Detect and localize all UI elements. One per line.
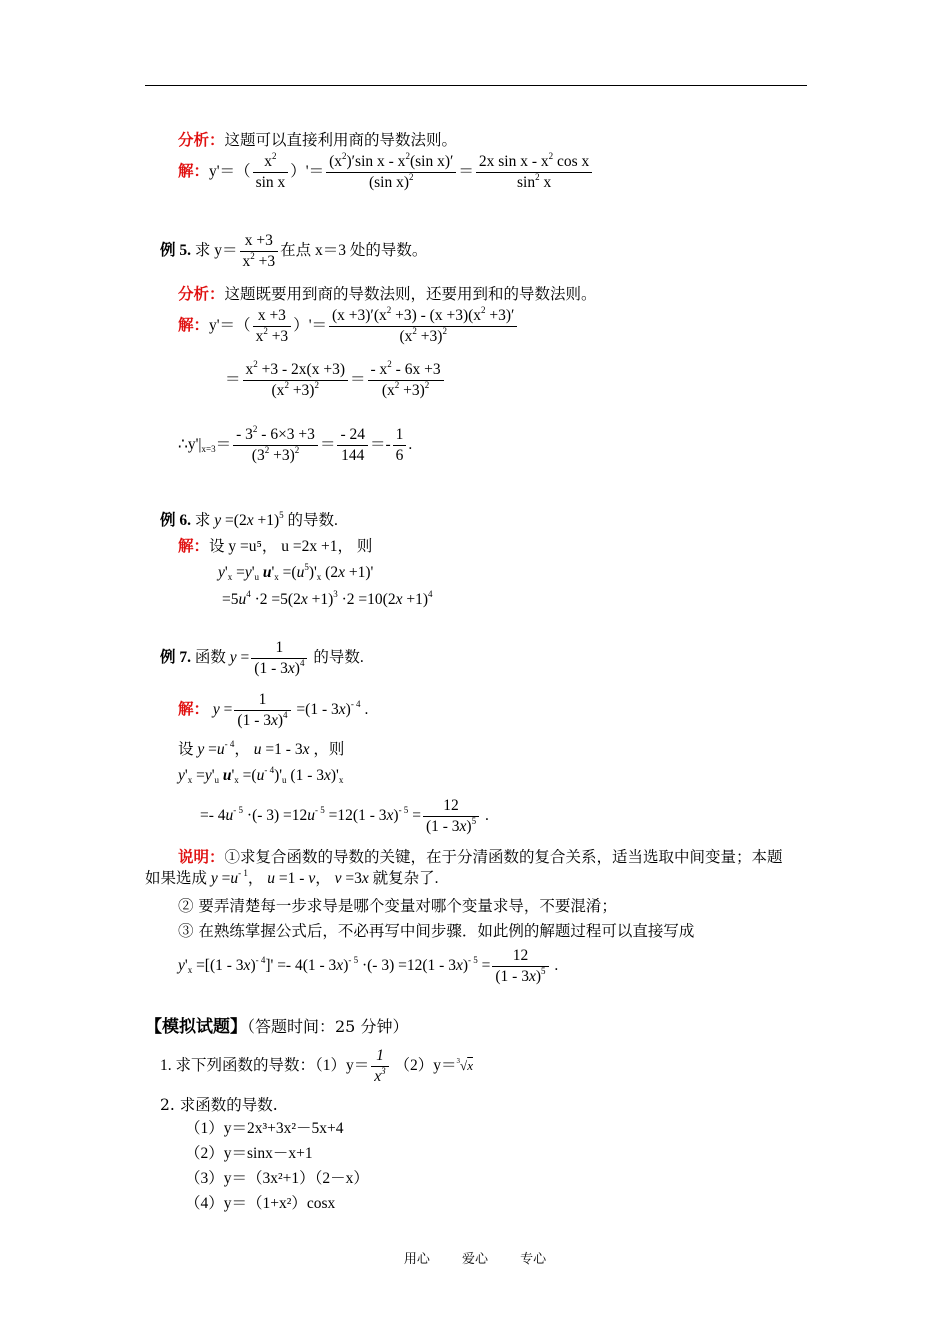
analysis-label: 分析： <box>178 130 225 149</box>
ex5-analysis: 分析：这题既要用到商的导数法则，还要用到和的导数法则。 <box>178 284 597 303</box>
mock-q2: 2. 求函数的导数. <box>160 1096 278 1114</box>
ex4-solution: 解：y'＝（ $\frac{x^2}{\text{sin x}}$ ）'＝ $\frac{(x^2)'\sin x - x^2(\sin x)'}{(\sin x)^2}$ ＝ $\frac{2x \sin x - x^2 \cos x}{\sin^2 x}$ <box>178 152 594 193</box>
note-3: ③ 在熟练掌握公式后，不必再写中间步骤．如此例的解题过程可以直接写成 <box>178 922 695 940</box>
ex5-step1: 解：y'＝（ $\frac{x +3}{x^2 +3}$ ）'＝ $\frac{(x +3)'(x^2 +3) - (x +3)(x^2 +3)'}{(x^2 +3)^2}$ <box>178 306 519 347</box>
note-1b: 如果选成 $y =u^{- 1}$， u =1 - v， v =3x 就复杂了. <box>145 868 439 887</box>
ex7-step1: 解： y = $\frac{1}{(1 - 3x)^4}$ =(1 - 3x)$^{- 4}$ . <box>178 691 369 729</box>
page-footer: 用心 爱心 专心 <box>403 1252 547 1267</box>
header-rule <box>145 85 807 86</box>
note-1a: 说明：①求复合函数的导数的关键，在于分清函数的复合关系，适当选取中间变量；本题 <box>178 847 783 866</box>
mock-q1: 1. 求下列函数的导数：（1）y＝ $\frac{1}{x^3}$ （2）y＝$^3$√x <box>160 1047 473 1085</box>
ex5-step2: ＝ $\frac{x^2 +3 - 2x(x +3)}{(x^2 +3)^2}$ ＝ $\frac{- x^2 - 6x +3}{(x^2 +3)^2}$ <box>225 360 446 401</box>
mock-item-1: （1）y＝2x³+3x²－5x+4 <box>185 1120 344 1137</box>
ex7-question: 例 7. 函数 y = $\frac{1}{(1 - 3x)^4}$ 的导数. <box>160 639 364 677</box>
note-2: ② 要弄清楚每一步求导是哪个变量对哪个变量求导，不要混淆； <box>178 897 617 915</box>
ex7-step2: $y'_x =y'_u$ $u'_x =(u^{- 4})'_u$ $(1 - 3x)'_x$ <box>178 765 344 785</box>
ex6-question: 例 6. 求 $y =(2x +1)^5$ 的导数. <box>160 510 338 529</box>
ex6-step2: $=5u^4 \cdot 2 =5(2x +1)^3 \cdot 2 =10(2x +1)^4$ <box>222 589 433 608</box>
ex6-step1: $y'_x =y'_u$ $u'_x =(u^5)'_x$ (2x +1)' <box>218 562 374 582</box>
mock-item-4: （4）y＝（1+x²）cosx <box>185 1195 336 1212</box>
ex7-step3: =- $4u^{- 5}$ ·(- $3) =12u^{- 5} =12(1 - 3x)^{- 5}$ = $\frac{12}{(1 - 3x)^5}$ . <box>200 797 489 835</box>
ex5-question: 例 5. 求 y＝ $\frac{x +3}{x^2 +3}$ 在点 x＝3 处的导数。 <box>160 232 428 270</box>
note-3-formula: $y'_x =[(1 - 3x)^{- 4}]' =- 4(1 - 3x)^{- 5}$ ·(- 3) =12(1 - 3x)$^{- 5}$ = $\frac{12}{(1 - 3x)^5}$ . <box>178 947 559 985</box>
ex6-solution-intro: 解：设 y =u⁵， u =2x +1， 则 <box>178 538 373 555</box>
ex5-step3: $\therefore y'|_{x=3}=$ $\frac{- 3^2 - 6\times 3 +3}{(3^2 +3)^2}$ ＝ $\frac{- 24}{144}$ ＝- $\frac{1}{6}$ . <box>178 424 413 464</box>
mock-item-2: （2）y＝sinx－x+1 <box>185 1145 313 1162</box>
ex4-analysis: 分析：这题可以直接利用商的导数法则。 <box>178 130 458 149</box>
mock-item-3: （3）y＝（3x²+1）（2－x） <box>185 1170 369 1187</box>
ex7-set: 设 $y =u^{- 4}$， u =1 - 3x ，则 <box>178 739 345 758</box>
mock-title: 【模拟试题】（答题时间：25 分钟） <box>145 1017 409 1037</box>
